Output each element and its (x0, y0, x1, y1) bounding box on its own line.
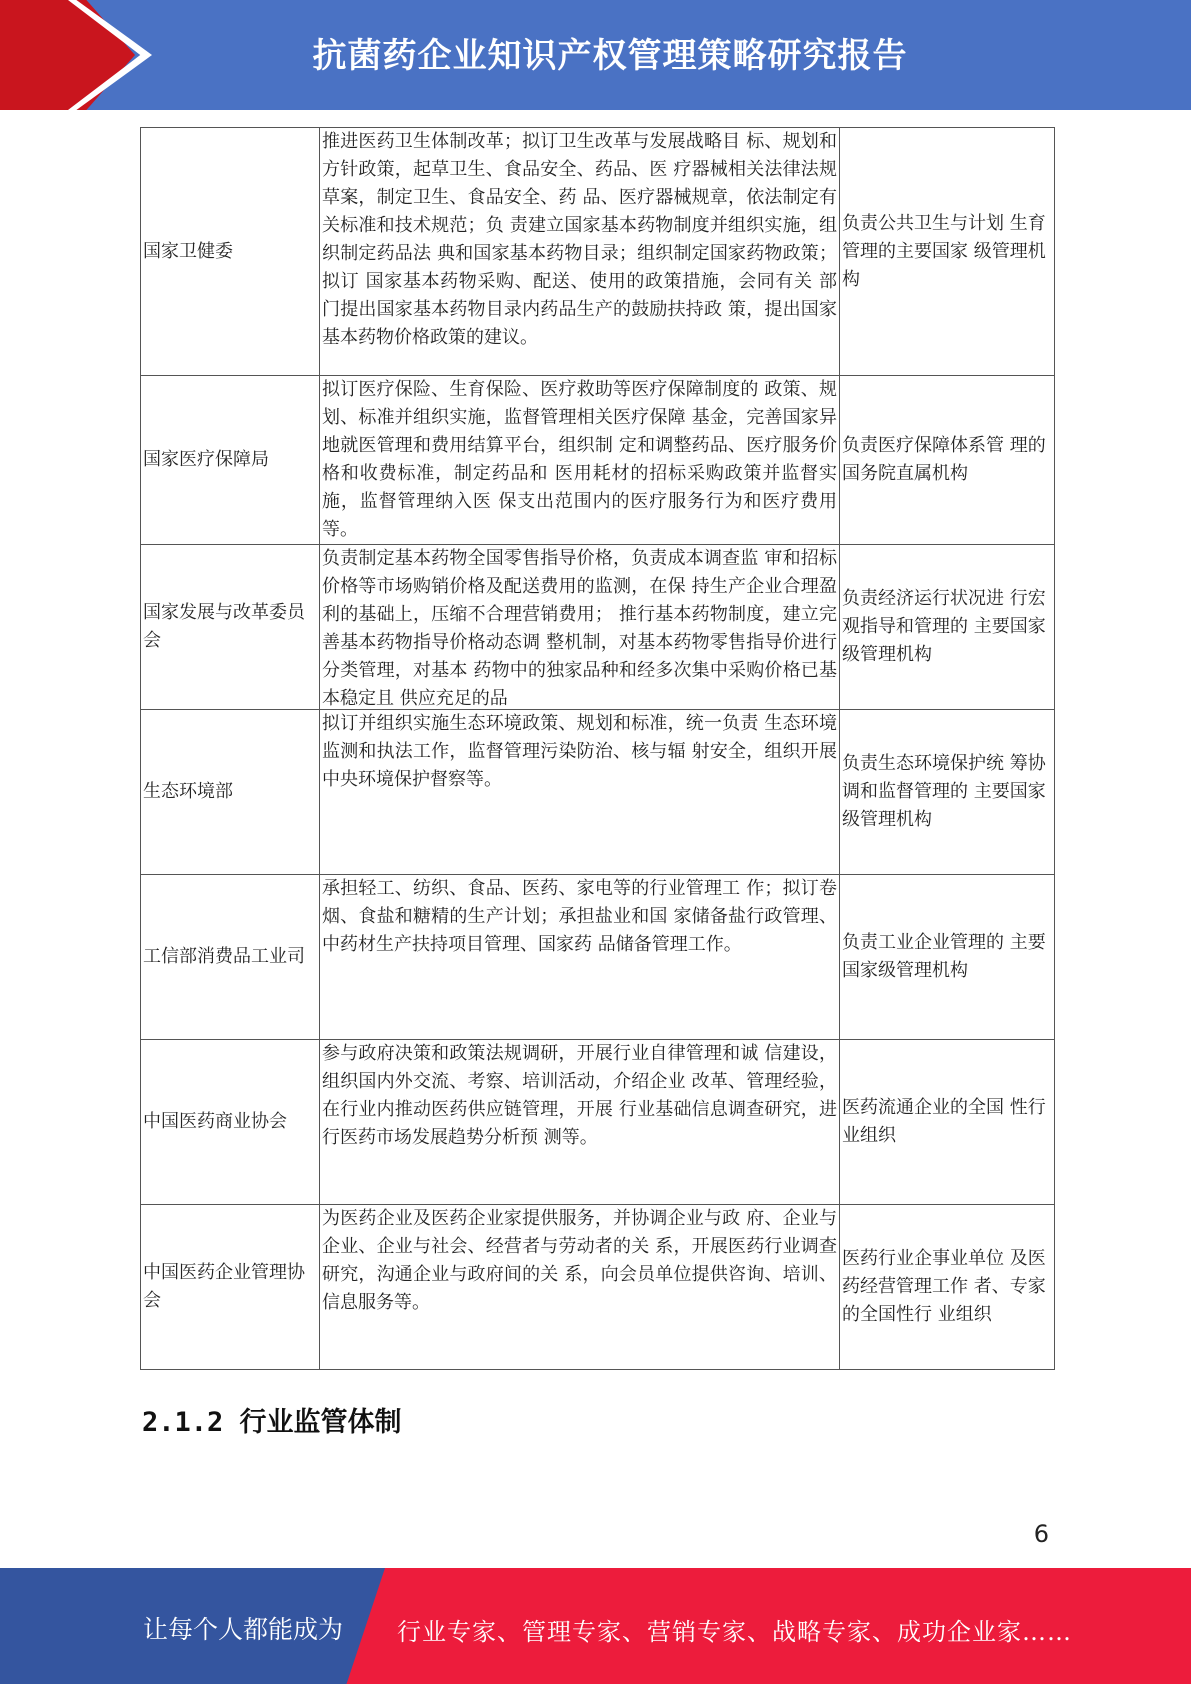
agency-duties: 拟订并组织实施生态环境政策、规划和标准，统一负责 生态环境监测和执法工作，监督管理污染防治、核与辐 射安全，组织开展中央环境保护督察等。 (320, 710, 840, 875)
agency-name: 国家发展与改革委员会 (141, 545, 320, 710)
agency-name: 工信部消费品工业司 (141, 875, 320, 1040)
agency-name: 国家卫健委 (141, 128, 320, 376)
agency-role: 医药行业企事业单位 及医药经营管理工作 者、专家的全国性行 业组织 (840, 1205, 1055, 1370)
agency-role: 负责经济运行状况进 行宏观指导和管理的 主要国家级管理机构 (840, 545, 1055, 710)
page-number: 6 (1033, 1520, 1049, 1548)
agency-role: 负责医疗保障体系管 理的国务院直属机构 (840, 376, 1055, 545)
table-row (141, 376, 1055, 545)
page-footer (0, 1568, 1191, 1684)
page-header (0, 0, 1191, 110)
table-row (141, 875, 1055, 1040)
footer-slogan-right: 行业专家、管理专家、营销专家、战略专家、成功企业家…… (397, 1618, 1072, 1646)
agency-duties: 承担轻工、纺织、食品、医药、家电等的行业管理工 作；拟订卷烟、食盐和糖精的生产计划；承担盐业和国 家储备盐行政管理、中药材生产扶持项目管理、国家药 品储备管理工作。 (320, 875, 840, 1040)
agency-role: 负责公共卫生与计划 生育管理的主要国家 级管理机构 (840, 128, 1055, 376)
agency-role: 负责工业企业管理的 主要国家级管理机构 (840, 875, 1055, 1040)
agency-role: 医药流通企业的全国 性行业组织 (840, 1040, 1055, 1205)
table-row (141, 710, 1055, 875)
agency-duties: 为医药企业及医药企业家提供服务，并协调企业与政 府、企业与企业、企业与社会、经营者与劳动者的关 系，开展医药行业调查研究，沟通企业与政府间的关 系，向会员单位提供咨询、培训、信息服务等。 (320, 1205, 840, 1370)
regulatory-agencies-table (140, 127, 1055, 1370)
agency-duties: 推进医药卫生体制改革；拟订卫生改革与发展战略目 标、规划和方针政策，起草卫生、食品安全、药品、医 疗器械相关法律法规草案，制定卫生、食品安全、药 品、医疗器械规章，依法制定有关标准和技术规范；负 责建立国家基本药物制度并组织实施，组织制定药品法 典和国家基本药物目录；组织制定国家药物政策；拟订 国家基本药物采购、配送、使用的政策措施，会同有关 部门提出国家基本药物目录内药品生产的鼓励扶持政 策，提出国家基本药物价格政策的建议。 (320, 128, 840, 376)
section-heading: 2.1.2 行业监管体制 (142, 1407, 402, 1438)
agency-duties-text: 负责制定基本药物全国零售指导价格，负责成本调查监 审和招标价格等市场购销价格及配送费用的监测，在保 持生产企业合理盈利的基础上，压缩不合理营销费用； 推行基本药物制度，建立完善基本药物指导价格动态调 整机制，对基本药物零售指导价进行分类管理，对基本 药物中的独家品种和经多次集中采购价格已基本稳定且 供应充足的品 (322, 548, 837, 707)
agency-role: 负责生态环境保护统 筹协调和监督管理的 主要国家级管理机构 (840, 710, 1055, 875)
report-title: 抗菌药企业知识产权管理策略研究报告 (312, 36, 908, 76)
agency-duties (320, 545, 840, 710)
agency-name: 中国医药商业协会 (141, 1040, 320, 1205)
header-red-arrow (0, 0, 135, 110)
agency-name: 中国医药企业管理协会 (141, 1205, 320, 1370)
table-row (141, 128, 1055, 376)
table-row (141, 545, 1055, 710)
table-row (141, 1205, 1055, 1370)
footer-slogan-left: 让每个人都能成为 (143, 1615, 344, 1644)
agency-duties: 拟订医疗保险、生育保险、医疗救助等医疗保障制度的 政策、规划、标准并组织实施，监督管理相关医疗保障 基金，完善国家异地就医管理和费用结算平台，组织制 定和调整药品、医疗服务价格和收费标准，制定药品和 医用耗材的招标采购政策并监督实施，监督管理纳入医 保支出范围内的医疗服务行为和医疗费用等。 (320, 376, 840, 545)
agency-name: 生态环境部 (141, 710, 320, 875)
agency-name: 国家医疗保障局 (141, 376, 320, 545)
agency-duties: 参与政府决策和政策法规调研，开展行业自律管理和诚 信建设，组织国内外交流、考察、培训活动，介绍企业 改革、管理经验，在行业内推动医药供应链管理，开展 行业基础信息调查研究，进行医药市场发展趋势分析预 测等。 (320, 1040, 840, 1205)
table-row (141, 1040, 1055, 1205)
